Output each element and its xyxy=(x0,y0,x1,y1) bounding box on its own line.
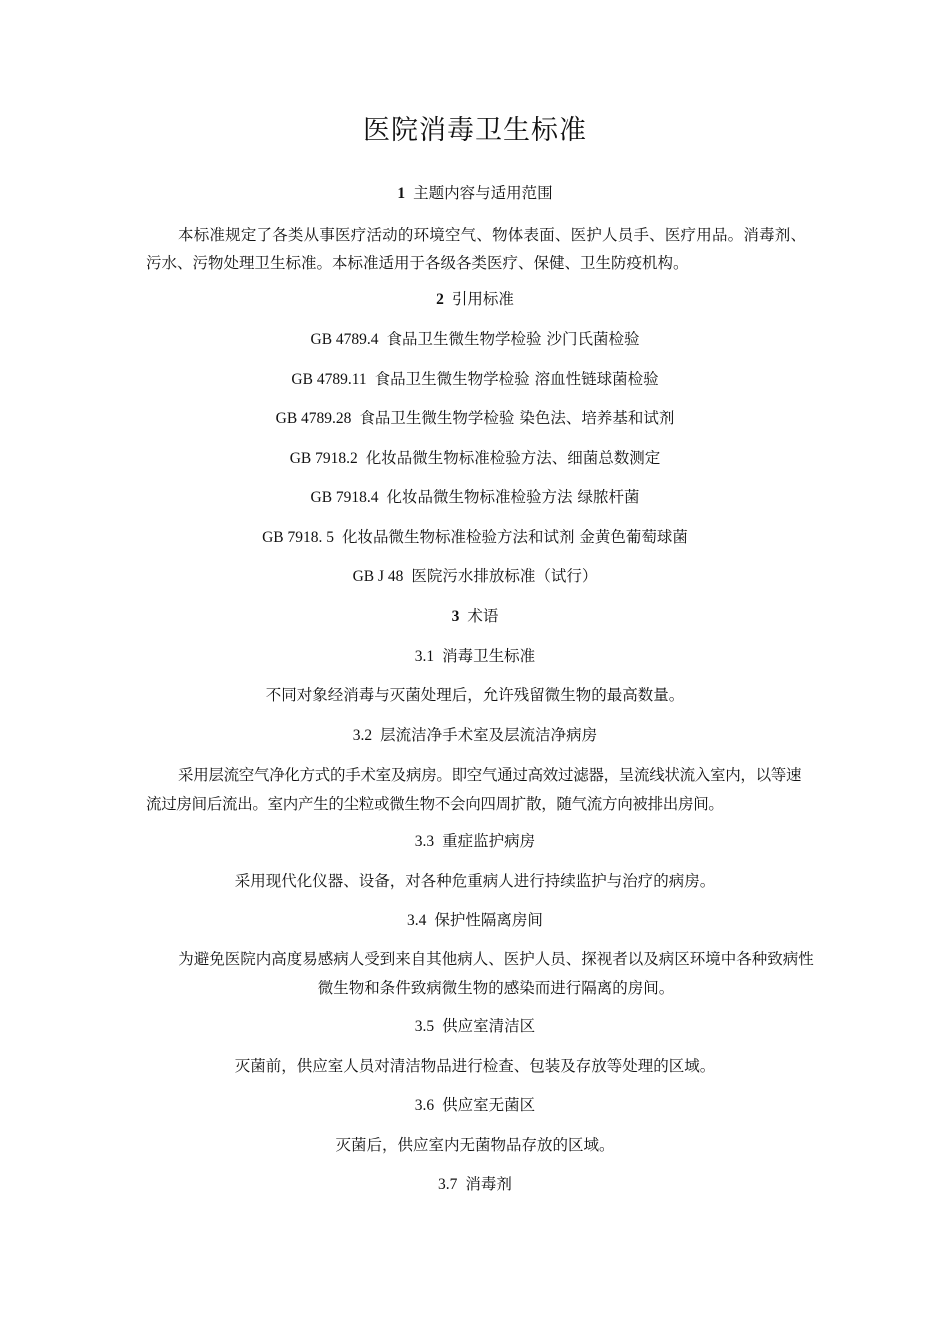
reference-code: GB 7918.4 xyxy=(310,489,379,506)
reference-item xyxy=(0,565,950,588)
reference-item xyxy=(0,328,950,351)
term-title: 重症监护病房 xyxy=(442,832,536,850)
term-definition: 灭菌后，供应室内无菌物品存放的区域。 xyxy=(335,1136,615,1154)
reference-name: 食品卫生微生物学检验 溶血性链球菌检验 xyxy=(374,370,659,388)
term-title: 供应室无菌区 xyxy=(442,1096,536,1114)
reference-name: 医院污水排放标准（试行） xyxy=(411,567,598,585)
reference-code: GB 4789.4 xyxy=(310,331,379,348)
term-heading xyxy=(0,1094,950,1117)
section-2-heading xyxy=(0,288,950,311)
reference-item xyxy=(0,368,950,391)
reference-name: 化妆品微生物标准检验方法和试剂 金黄色葡萄球菌 xyxy=(341,528,688,546)
term-definition: 不同对象经消毒与灭菌处理后，允许残留微生物的最高数量。 xyxy=(265,686,685,704)
reference-code: GB J 48 xyxy=(352,568,404,585)
term-number: 3.2 xyxy=(352,727,373,744)
term-definition: 为避免医院内高度易感病人受到来自其他病人、医护人员、探视者以及病区环境中各种致病性微生物和条件致病微生物的感染而进行隔离的房间。 xyxy=(178,950,814,997)
reference-name: 食品卫生微生物学检验 沙门氏菌检验 xyxy=(386,330,640,348)
section-number: 3 xyxy=(451,608,460,625)
reference-item xyxy=(0,526,950,549)
reference-item xyxy=(0,447,950,470)
reference-name: 化妆品微生物标准检验方法、细菌总数测定 xyxy=(365,449,661,467)
section-number: 2 xyxy=(436,291,444,308)
term-definition: 采用层流空气净化方式的手术室及病房。即空气通过高效过滤器，呈流线状流入室内，以等速流过房间后流出。室内产生的尘粒或微生物不会向四周扩散，随气流方向被排出房间。 xyxy=(146,766,802,813)
term-number: 3.4 xyxy=(407,912,427,929)
term-heading xyxy=(0,1015,950,1038)
term-number: 3.6 xyxy=(414,1097,435,1114)
section-1-heading xyxy=(0,182,950,205)
reference-name: 化妆品微生物标准检验方法 绿脓杆菌 xyxy=(386,488,640,506)
term-number: 3.1 xyxy=(414,648,435,665)
term-title: 供应室清洁区 xyxy=(442,1017,536,1035)
reference-name: 食品卫生微生物学检验 染色法、培养基和试剂 xyxy=(359,409,675,427)
reference-code: GB 7918. 5 xyxy=(262,529,334,546)
section-title: 术语 xyxy=(467,607,499,625)
document-title: 医院消毒卫生标准 xyxy=(363,115,587,146)
term-number: 3.3 xyxy=(414,833,435,850)
term-title: 消毒剂 xyxy=(465,1175,512,1193)
term-title: 层流洁净手术室及层流洁净病房 xyxy=(380,726,598,744)
reference-item xyxy=(0,407,950,430)
section-title: 引用标准 xyxy=(451,290,514,308)
reference-code: GB 7918.2 xyxy=(289,450,358,467)
term-number: 3.7 xyxy=(438,1176,458,1193)
section-3-heading xyxy=(0,605,950,628)
term-heading xyxy=(0,830,950,853)
term-definition: 灭菌前，供应室人员对清洁物品进行检查、包装及存放等处理的区域。 xyxy=(234,1057,716,1075)
reference-item xyxy=(0,486,950,509)
section-title: 主题内容与适用范围 xyxy=(413,184,553,202)
section-number: 1 xyxy=(397,185,406,202)
term-heading xyxy=(0,909,950,932)
reference-code: GB 4789.28 xyxy=(275,410,352,427)
term-title: 保护性隔离房间 xyxy=(434,911,543,929)
term-number: 3.5 xyxy=(414,1018,435,1035)
reference-code: GB 4789.11 xyxy=(291,371,367,388)
term-heading xyxy=(0,1173,950,1196)
term-definition: 采用现代化仪器、设备，对各种危重病人进行持续监护与治疗的病房。 xyxy=(234,872,716,890)
term-title: 消毒卫生标准 xyxy=(442,647,536,665)
term-heading xyxy=(0,724,950,747)
section-1-body: 本标准规定了各类从事医疗活动的环境空气、物体表面、医护人员手、医疗用品。消毒剂、污水、污物处理卫生标准。本标准适用于各级各类医疗、保健、卫生防疫机构。 xyxy=(146,226,806,272)
term-heading xyxy=(0,645,950,668)
